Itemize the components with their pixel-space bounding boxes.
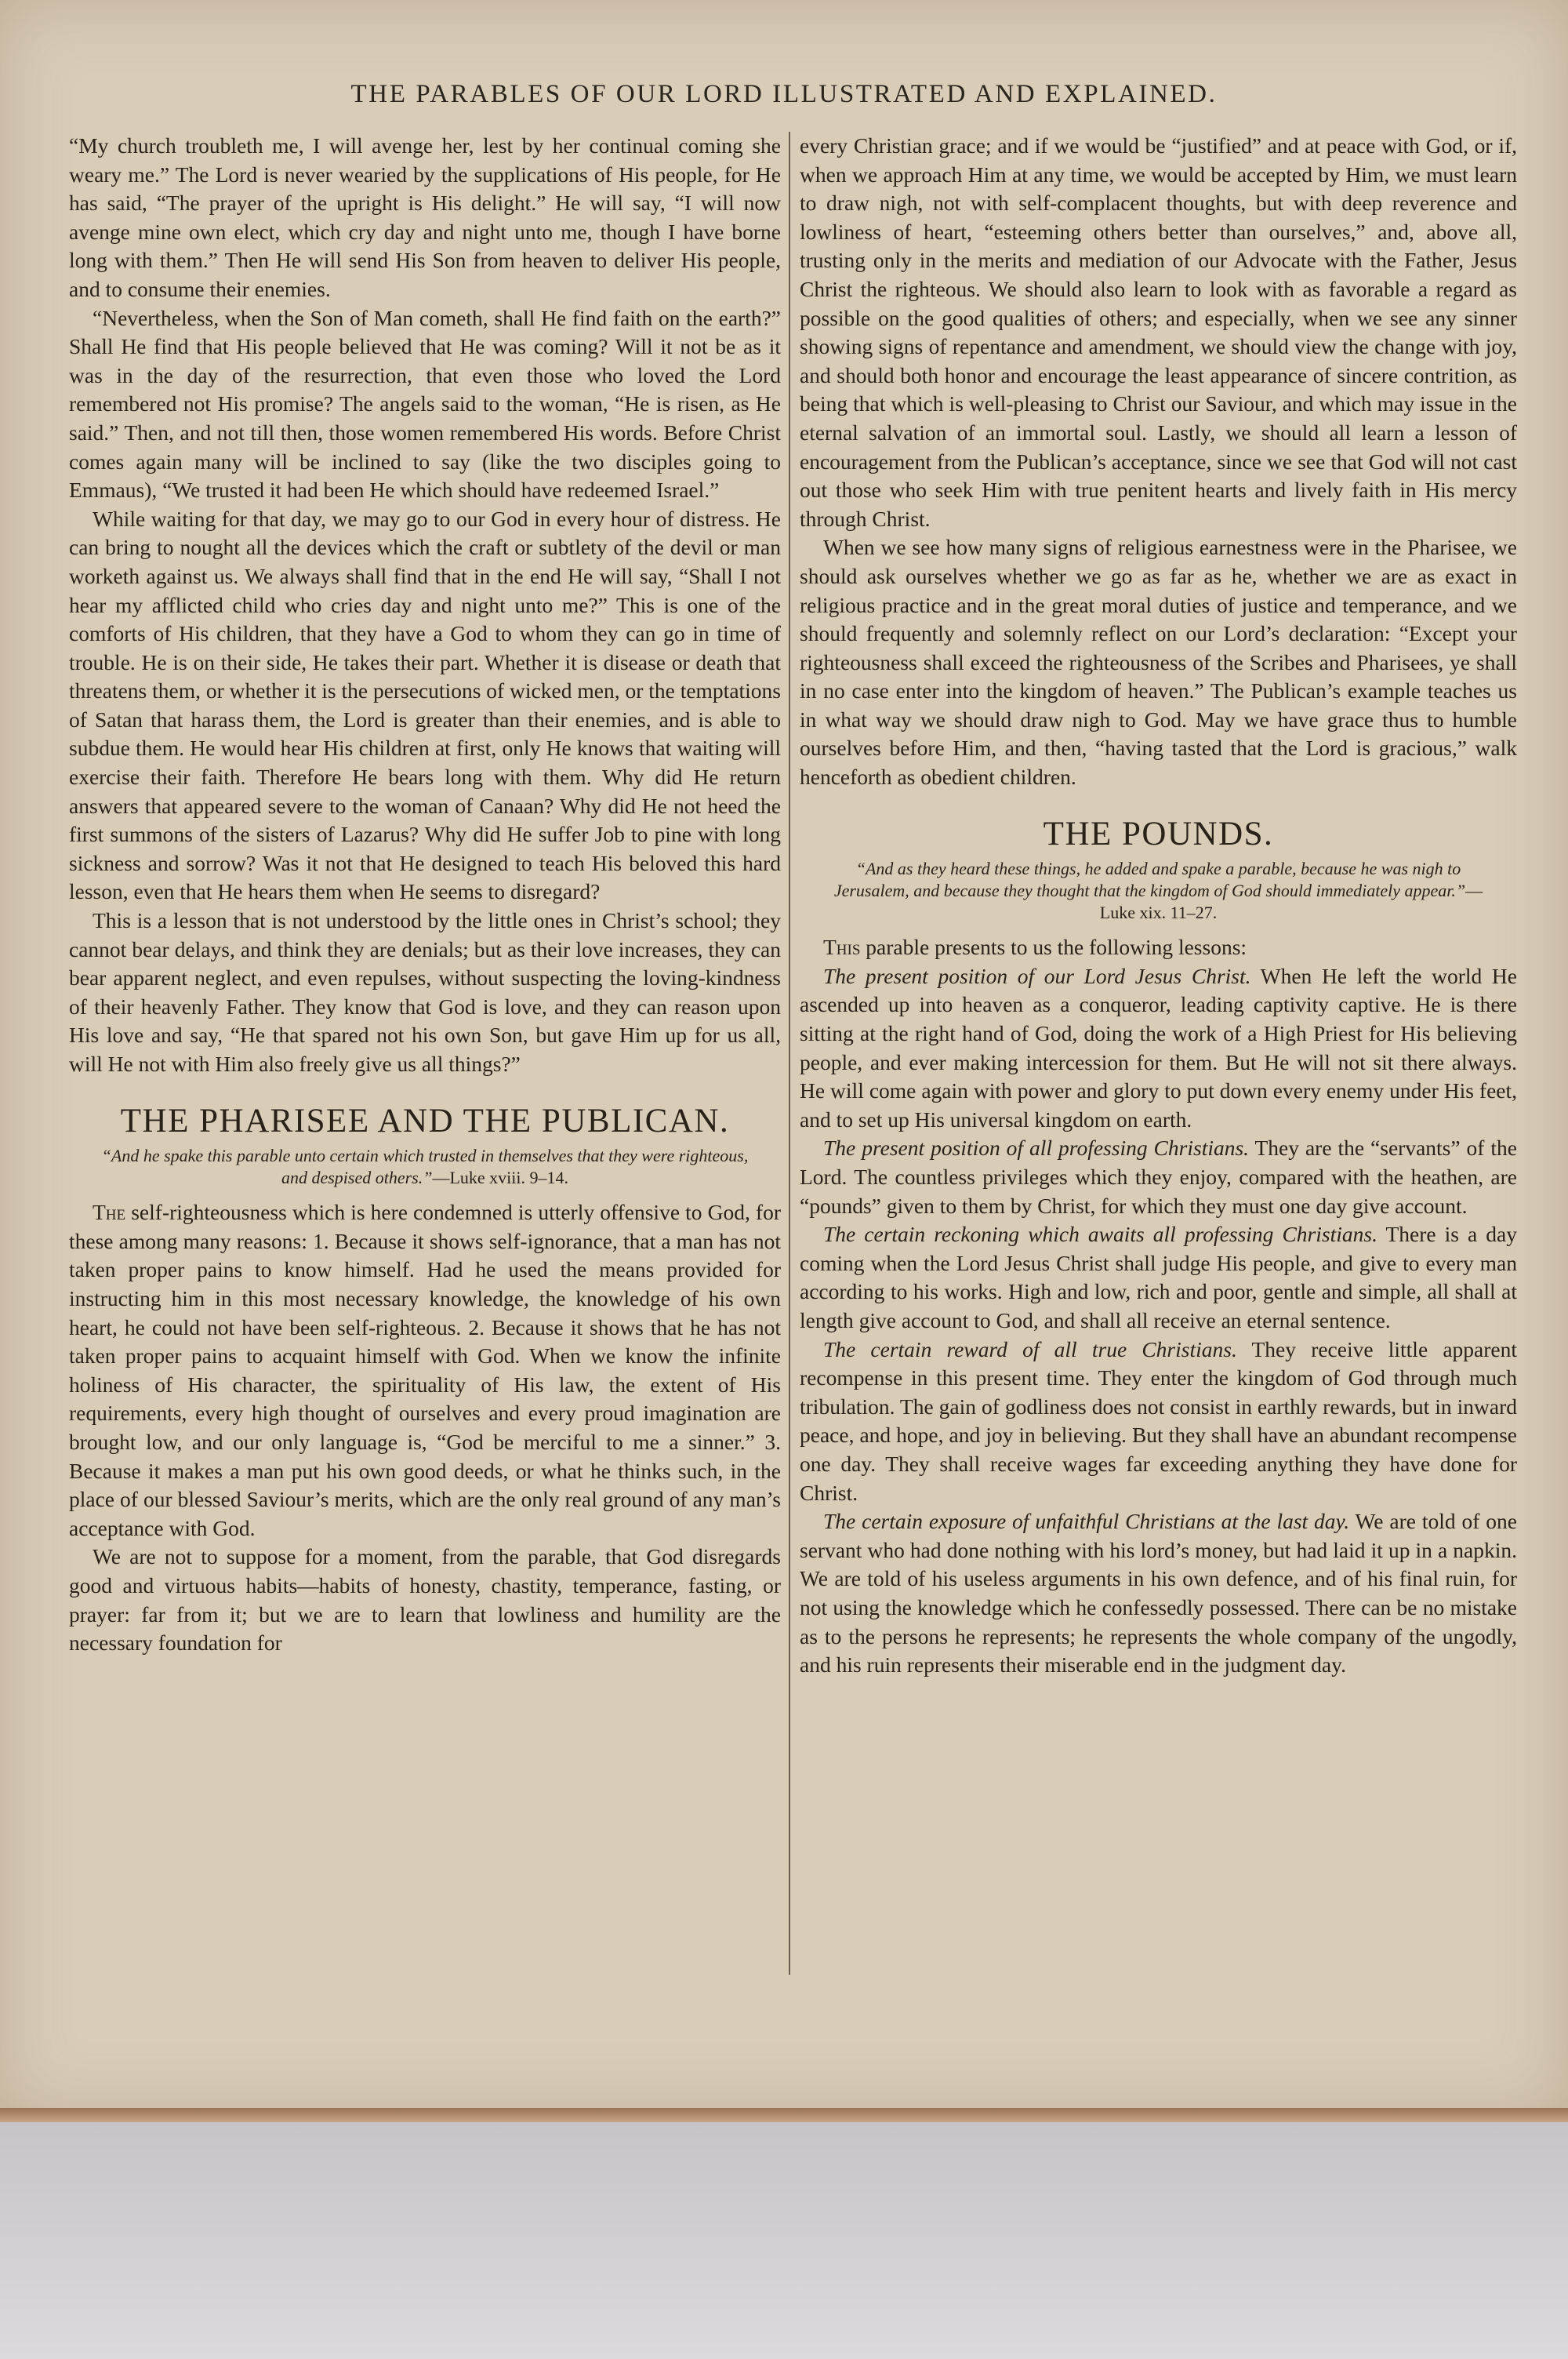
lesson-paragraph xyxy=(800,1336,1517,1508)
running-head: THE PARABLES OF OUR LORD ILLUSTRATED AND EXPLAINED. xyxy=(350,80,1218,108)
epigraph xyxy=(69,1145,781,1189)
table-surface xyxy=(0,2122,1568,2359)
lesson-paragraph xyxy=(800,962,1517,1135)
lesson-text: We are told of one servant who had done nothing with his lord’s money, but had laid it up in a napkin. We are told of his useless arguments in his own defence, and of his final ruin, for not using the knowledge which he confessedly possessed. There can be no mistake as to the persons he represents; he represents the whole company of the ungodly, and his ruin represents their miserable end in the judgment day. xyxy=(800,1509,1517,1677)
lesson-heading: The certain reckoning which awaits all professing Christians. xyxy=(823,1222,1377,1247)
scripture-reference: —Luke xix. 11–27. xyxy=(1099,881,1483,923)
lesson-paragraph xyxy=(800,1220,1517,1335)
section-title-pharisee-publican: THE PHARISEE AND THE PUBLICAN. xyxy=(120,1102,730,1140)
lesson-text: When He left the world He ascended up into heaven as a conqueror, leading captivity captive. He is there sitting at the right hand of God, doing the work of a High Priest for His believing people, and ever making intercession for them. But He will not sit there always. He will come again with power and glory to put down every enemy under His feet, and to set up His universal kingdom on earth. xyxy=(800,963,1517,1132)
page-edge xyxy=(0,2108,1568,2122)
lesson-heading: The present position of all professing Christians. xyxy=(823,1136,1250,1161)
paragraph: every Christian grace; and if we would be “justified” and at peace with God, or if, when we approach Him at any time, we would be accepted by Him, we must learn to draw nigh, not with self-complacent thoughts, but with deep reverence and lowliness of heart, “esteeming others better than ourselves,” and, above all, trusting only in the merits and mediation of our Advocate with the Father, Jesus Christ the righteous. We should also learn to look with as favorable a regard as possible on the good qualities of others; and especially, when we see any sinner showing signs of repentance and amendment, we should view the change with joy, and should both honor and encourage the least appearance of sincere contrition, as being that which is well-pleasing to Christ our Saviour, and which may issue in the eternal salvation of an immortal soul. Lastly, we should all learn a lesson of encouragement from the Publican’s acceptance, since we see that God will not cast out those who seek Him with true penitent hearts and lively faith in His mercy through Christ. xyxy=(800,133,1517,531)
paragraph: While waiting for that day, we may go to our God in every hour of distress. He can bring to nought all the devices which the craft or subtlety of the devil or man worketh against us. We always shall find that in the end He will say, “Shall I not hear my afflicted child who cries day and night unto me?” This is one of the comforts of His children, that they have a God to whom they can go in time of trouble. He is on their side, He takes their part. Whether it is disease or death that threatens them, or whether it is the persecutions of wicked men, or the temptations of Satan that harass them, the Lord is greater than their enemies, and is able to subdue them. He would hear His children at first, only He knows that waiting will exercise their faith. Therefore He bears long with them. Why did He return answers that appeared severe to the woman of Canaan? Why did He not heed the first summons of the sisters of Lazarus? Why did He suffer Job to pine with long sickness and sorrow? Was it not that He designed to teach His beloved this hard lesson, even that He hears them when He seems to disregard? xyxy=(69,506,781,904)
paragraph-text: parable presents to us the following lessons: xyxy=(860,935,1247,960)
left-column xyxy=(69,132,781,2092)
lesson-text: There is a day coming when the Lord Jesus Christ shall judge His people, and give to every man according to his works. High and low, rich and poor, gentle and simple, all shall at length give account to God, and shall all receive an eternal sentence. xyxy=(800,1222,1517,1332)
paragraph-text: self-righteousness which is here condemned is utterly offensive to God, for these among many reasons: 1. Because it shows self-ignorance, that a man has not taken proper pains to know himself. Had he used the means provided for instructing him in this most necessary knowledge, the knowledge of his own heart, he could not have been self-righteous. 2. Because it shows that he has not taken proper pains to acquaint himself with God. When we know the infinite holiness of His character, the spirituality of His law, the extent of His requirements, every high thought of ourselves and every proud imagination are brought low, and our only language is, “God be merciful to me a sinner.” 3. Because it makes a man put his own good deeds, or what he thinks such, in the place of our blessed Saviour’s merits, which are the only real ground of any man’s acceptance with God. xyxy=(69,1200,781,1540)
lead-word: This xyxy=(823,935,861,960)
paragraph: “Nevertheless, when the Son of Man cometh, shall He find faith on the earth?” Shall He find that His people believed that He was coming? Will it not be as it was in the day of the resurrection, that even those who loved the Lord remembered not His promise? The angels said to the woman, “He is risen, as He said.” Then, and not till then, those women remembered His words. Before Christ comes again many will be inclined to say (like the two disciples going to Emmaus), “We trusted it had been He which should have redeemed Israel.” xyxy=(69,305,781,503)
right-column xyxy=(800,132,1517,2092)
paragraph: “My church troubleth me, I will avenge her, lest by her continual coming she weary me.” The Lord is never wearied by the supplications of His people, for He has said, “The prayer of the upright is His delight.” He will say, “I will now avenge mine own elect, which cry day and night unto me, though I have borne long with them.” Then He will send His Son from heaven to deliver His people, and to consume their enemies. xyxy=(69,133,781,301)
section-title-pounds: THE POUNDS. xyxy=(1043,815,1274,852)
lesson-text: They are the “servants” of the Lord. The countless privileges which they enjoy, compared with the heathen, are “pounds” given to them by Christ, for which they must one day give account. xyxy=(800,1136,1517,1218)
epigraph-text: “And as they heard these things, he added and spake a parable, because he was nigh to Jerusalem, and because they thought that the kingdom of God should immediately appear.” xyxy=(833,859,1466,901)
lesson-text: They receive little apparent recompense in this present time. They enter the kingdom of God through much tribulation. The gain of godliness does not consist in earthly rewards, but in inward peace, and hope, and joy in believing. But they shall have an abundant recompense one day. They shall receive wages far exceeding anything they have done for Christ. xyxy=(800,1336,1517,1505)
paragraph: We are not to suppose for a moment, from the parable, that God disregards good and virtuous habits—habits of honesty, chastity, temperance, fasting, or prayer: far from it; but we are to learn that lowliness and humility are the necessary foundation for xyxy=(69,1544,781,1656)
epigraph-text: “And he spake this parable unto certain which trusted in themselves that they were righteous, and despised others.” xyxy=(101,1146,749,1188)
paragraph: This is a lesson that is not understood by the little ones in Christ’s school; they cannot bear delays, and think they are denials; but as their love increases, they can bear apparent neglect, and even repulses, without suspecting the loving-kindness of their heavenly Father. They know that God is love, and they can reason upon His love and say, “He that spared not his own Son, but gave Him up for us all, will He not with Him also freely give us all things?” xyxy=(69,908,781,1076)
lesson-paragraph xyxy=(800,1134,1517,1220)
paragraph xyxy=(800,933,1517,962)
lead-word: The xyxy=(93,1200,126,1225)
epigraph xyxy=(800,858,1517,924)
lesson-heading: The present position of our Lord Jesus Christ. xyxy=(823,963,1251,988)
paragraph xyxy=(69,1198,781,1543)
lesson-heading: The certain reward of all true Christians. xyxy=(823,1336,1237,1361)
lesson-paragraph xyxy=(800,1507,1517,1680)
paragraph: When we see how many signs of religious earnestness were in the Pharisee, we should ask ourselves whether we go as far as he, whether we are as exact in religious practice and in the great moral duties of justice and temperance, and we should frequently and solemnly reflect on our Lord’s declaration: “Except your righteousness shall exceed the righteousness of the Scribes and Pharisees, ye shall in no case enter into the kingdom of heaven.” The Publican’s example teaches us in what way we should draw nigh to God. May we have grace thus to humble ourselves before Him, and then, “having tasted that the Lord is gracious,” walk henceforth as obedient children. xyxy=(800,535,1517,790)
lesson-heading: The certain exposure of unfaithful Christians at the last day. xyxy=(823,1509,1350,1534)
scripture-reference: —Luke xviii. 9–14. xyxy=(432,1168,569,1188)
column-rule xyxy=(789,132,790,1975)
